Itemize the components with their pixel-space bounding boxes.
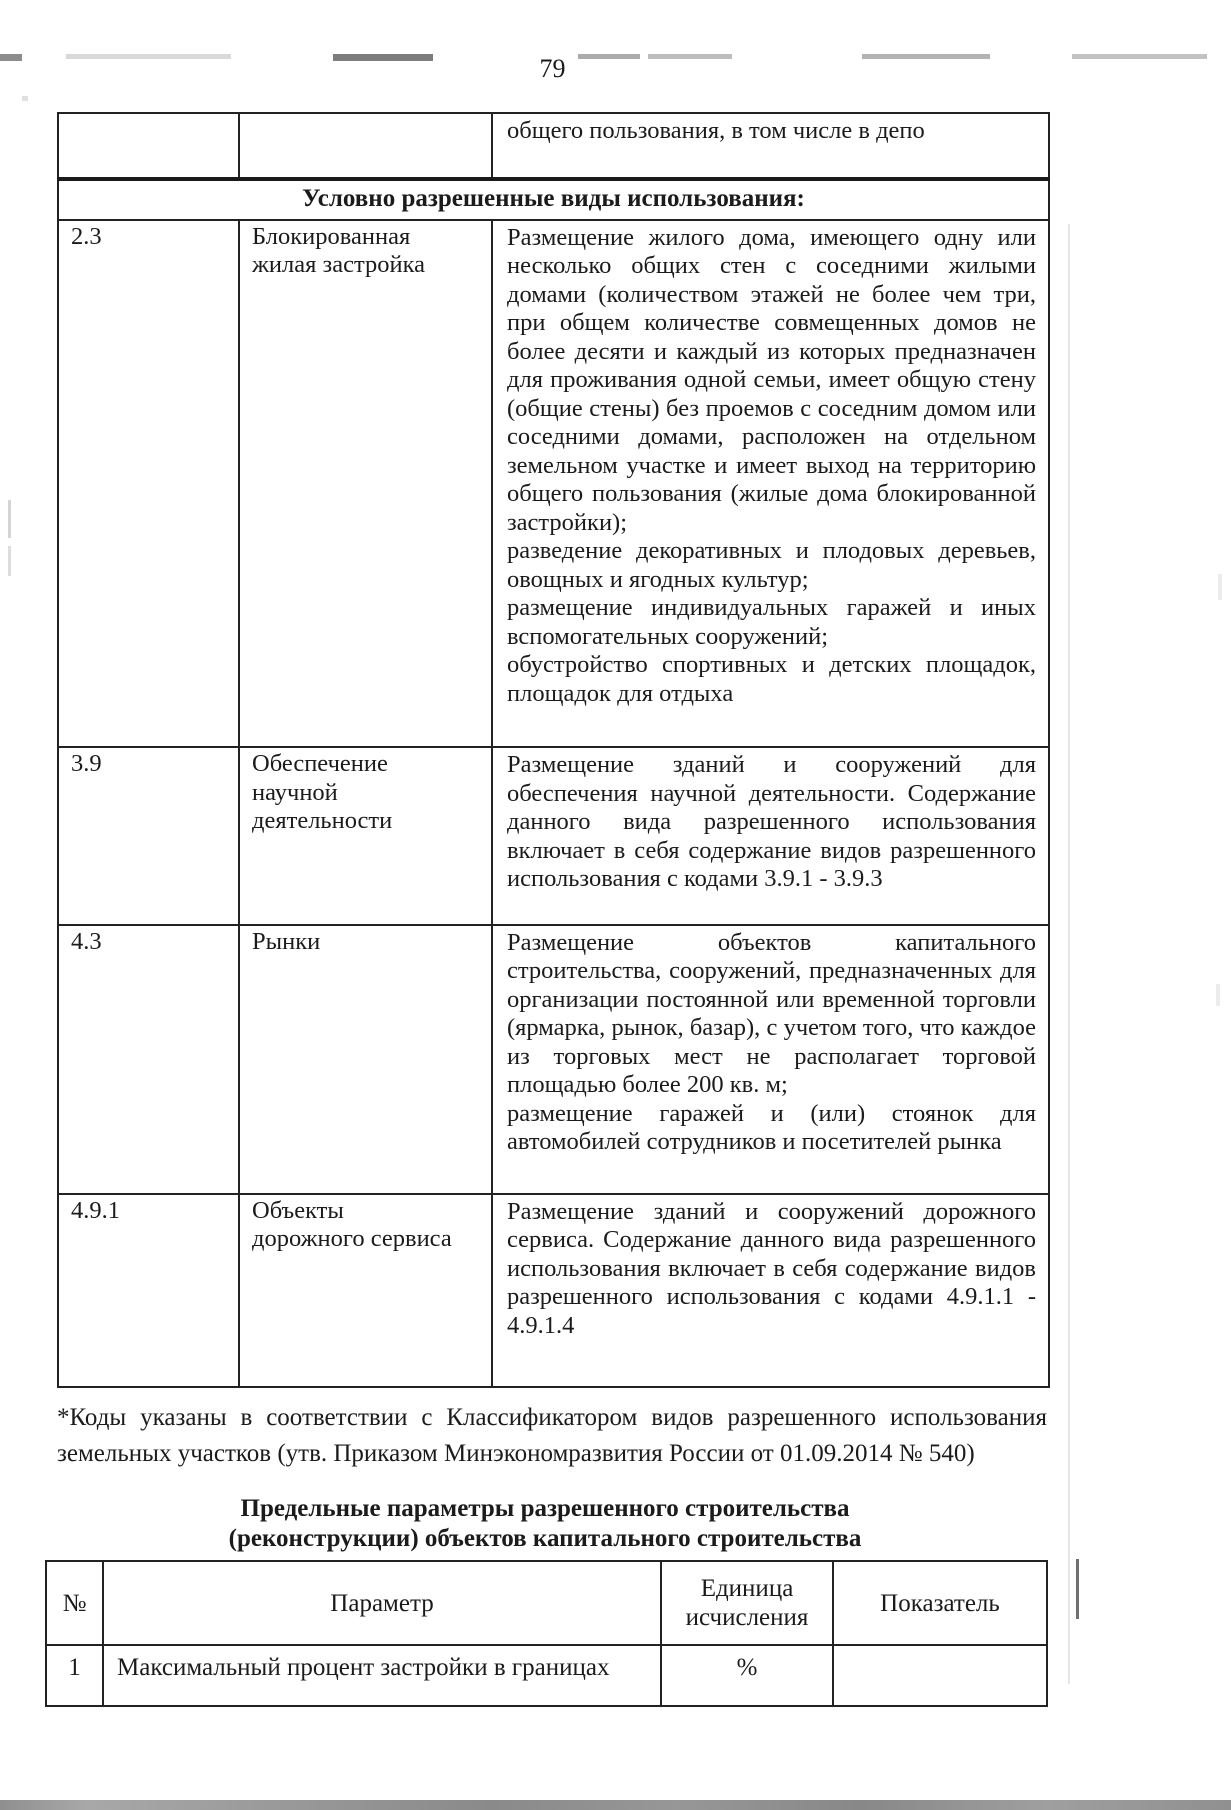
description-paragraph: Размещение зданий и сооружений дорожного сервиса. Содержание данного вида разрешенного использования включает в себя содержание видов разрешенного использования с кодами 4.9.1.1 - 4.9.1.4 — [507, 1197, 1036, 1339]
description-paragraph: размещение гаражей и (или) стоянок для автомобилей сотрудников и посетителей рынка — [507, 1099, 1036, 1155]
value-cell — [833, 1645, 1047, 1706]
code-cell: 4.9.1 — [58, 1194, 239, 1388]
scan-artifact — [1068, 224, 1070, 1684]
row-number-cell: 1 — [46, 1645, 103, 1706]
scan-artifact — [1216, 984, 1220, 1006]
parameters-table — [45, 1560, 1048, 1707]
code-cell: 4.3 — [58, 925, 239, 1194]
table-row-section-header — [58, 179, 1049, 220]
table-row-continuation — [58, 113, 1049, 179]
table-row — [58, 1194, 1049, 1388]
name-cell-empty — [239, 113, 492, 179]
title-line: Предельные параметры разрешенного строительства — [240, 1495, 850, 1522]
description-paragraph: Размещение объектов капитального строительства, сооружений, предназначенных для организации постоянной или временной торговли (ярмарка, рынок, базар), с учетом того, что каждое из торговых мест не располагает торговой площадью более 200 кв. м; — [507, 928, 1036, 1098]
parameter-cell: Максимальный процент застройки в границах — [103, 1645, 661, 1706]
table-row — [46, 1645, 1047, 1706]
continuation-text: общего пользования, в том числе в депо — [507, 117, 925, 144]
scan-artifact-bottom-edge — [0, 1800, 1231, 1810]
parameters-section-title — [45, 1494, 1045, 1554]
unit-cell: % — [661, 1645, 833, 1706]
land-use-table — [57, 112, 1050, 1388]
column-header-parameter: Параметр — [103, 1561, 661, 1645]
description-cell — [492, 925, 1049, 1194]
name-cell: Объекты дорожного сервиса — [239, 1194, 492, 1388]
scan-artifact — [0, 54, 22, 61]
section-header: Условно разрешенные виды использования: — [58, 179, 1049, 220]
description-cell — [492, 747, 1049, 925]
scan-artifact — [1076, 1559, 1079, 1619]
scan-artifact — [8, 500, 11, 538]
column-header-unit: Единица исчисления — [661, 1561, 833, 1645]
scan-artifact — [22, 96, 28, 101]
code-cell-empty — [58, 113, 239, 179]
column-header-value: Показатель — [833, 1561, 1047, 1645]
description-paragraph: разведение декоративных и плодовых деревьев, овощных и ягодных культур; — [507, 537, 1036, 593]
description-cell — [492, 220, 1049, 748]
name-cell: Рынки — [239, 925, 492, 1194]
code-cell: 2.3 — [58, 220, 239, 748]
code-cell: 3.9 — [58, 747, 239, 925]
parameters-table-header-row — [46, 1561, 1047, 1645]
scan-artifact — [1072, 54, 1207, 59]
description-paragraph: размещение индивидуальных гаражей и иных вспомогательных сооружений; — [507, 594, 1036, 650]
description-cell — [492, 113, 1049, 179]
column-header-num: № — [46, 1561, 103, 1645]
table-row — [58, 220, 1049, 748]
name-cell: Блокированная жилая застройка — [239, 220, 492, 748]
page-number: 79 — [539, 54, 566, 83]
table-row — [58, 747, 1049, 925]
description-paragraph: обустройство спортивных и детских площадок, площадок для отдыха — [507, 651, 1036, 707]
name-cell: Обеспечение научной деятельности — [239, 747, 492, 925]
scan-artifact — [1218, 574, 1222, 600]
description-paragraph: Размещение жилого дома, имеющего одну или несколько общих стен с соседними жилыми домами (количеством этажей не более чем три, при общем количестве совмещенных домов не более десяти и каждый из которых предназначен для проживания одной семьи, имеет общую стену (общие стены) без проемов с соседним домом или соседними домами, расположен на отдельном земельном участке и имеет выход на территорию общего пользования (жилые дома блокированной застройки); — [507, 223, 1036, 536]
description-cell — [492, 1194, 1049, 1388]
table-row — [58, 925, 1049, 1194]
description-paragraph: Размещение зданий и сооружений для обеспечения научной деятельности. Содержание данного вида разрешенного использования включает в себя содержание видов разрешенного использования с кодами 3.9.1 - 3.9.3 — [507, 751, 1036, 892]
scan-artifact — [8, 546, 11, 576]
title-line: (реконструкции) объектов капитального строительства — [228, 1525, 862, 1552]
classifier-footnote: *Коды указаны в соответствии с Классификатором видов разрешенного использования земельных участков (утв. Приказом Минэкономразвития России от 01.09.2014 № 540) — [57, 1404, 1047, 1467]
